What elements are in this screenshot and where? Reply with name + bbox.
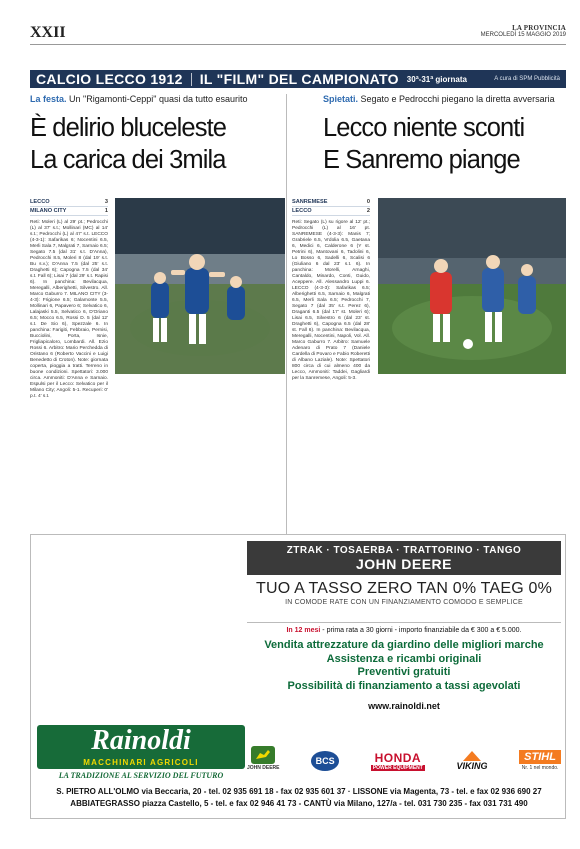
header-rule (30, 44, 566, 45)
left-photo-image (115, 198, 285, 374)
ad-offer-line: Assistenza e ricambi originali (326, 652, 482, 665)
honda-logo (371, 751, 425, 771)
banner-subtitle: IL "FILM" DEL CAMPIONATO (199, 71, 399, 87)
left-lineup-text: Reti: Moleri (L) al 29' pt.; Pedrocchi (L) al 37' s.t.; Mollinari (MC) al 14' s.t.; Pedrocchi (L) al 47' s.t. LECCO (4-3-1): Safarikas 6; Nocentini 6.5, Merli Sala 7, Malgrati 7, Sarnaio 6.5; Segato 7.5 (dal 31' s.t. D'Anna), Pedrocchi 8.5, Moleri 8 (dal 19' s.t. Bu s.v.); D'Anna 7.5 (dal 25' s.t. Draghetti 6); Capogna 7.5 (dal 34' s.t. Fall 6); Lisai 7 (dal 29' s.t. Rapisi 6). In panchina: Bevilacqua, Meregalli, Alberighetti, Silvestro. All. Marco Gaburro 7. MILANO CITY (3-4-3): Frigione 6.5; Galamonte 5.5, Mollinari 6, Papavero 6; Selvatico 6, Lalajaski 5.5, Selvatico 6, D'Oriano 6.5; Mocco 6.5, Rossi D. 5 (dal 12' s.t. De Sio 6), Spezzale 6. In panchina: Farigiti, Febbraio, Pernisi, Bucciolini, Porta, Isnie, Frigliapicaloro, Lombardi. All. Ezio Rossi 6. Arbitro: Mario Perchedda di Oristano 6 (Roberto Vaccini e Luigi Benedetto di Croton). Note: giornata coperta, pioggia a tratti. Terreno in buone condizioni. Spettatori: 3.000 circa. Ammoniti: D'Anna e Sarnaio. Espulsi per il Lecco: Selvatico per il Milano City; Angoli: 5-1. Recuperi: 0' p.t. 4' s.t. (30, 220, 108, 399)
partner-logos (247, 741, 561, 771)
section-banner (30, 70, 566, 88)
ad-installments (247, 627, 561, 634)
bcs-logo (311, 751, 339, 771)
banner-credit: A cura di SPM Pubblicità (494, 76, 560, 82)
right-home-goals: 0 (366, 199, 370, 205)
right-away-goals: 2 (366, 208, 370, 214)
left-match-photo (115, 198, 285, 374)
right-headline-line2: E Sanremo piange (323, 146, 520, 174)
right-home-team: SANREMESE (292, 199, 328, 205)
left-score-box (30, 198, 108, 400)
right-headline-line1: Lecco niente sconti (323, 114, 525, 142)
advertisement (30, 534, 566, 819)
right-kicker (323, 94, 555, 104)
ad-website-link[interactable]: www.rainoldi.net (368, 701, 440, 711)
paper-name: LA PROVINCIA (512, 24, 566, 32)
ad-rate-box (247, 579, 561, 623)
left-kicker-lead: La festa. (30, 94, 67, 104)
stihl-sub-label: Nr. 1 nel mondo. (521, 765, 559, 771)
left-away-team: MILANO CITY (30, 208, 67, 214)
left-headline-line1: È delirio bluceleste (30, 114, 227, 142)
rainoldi-logo (37, 725, 245, 769)
ad-address-line: S. PIETRO ALL'OLMO via Beccaria, 20 - tel. 02 935 691 18 - fax 02 935 601 37 · LISSONE via Magenta, 73 - tel. e fax 02 936 690 27 (56, 787, 542, 796)
honda-sub-label: POWER EQUIPMENT (372, 765, 423, 771)
john-deere-logo (247, 746, 280, 771)
masthead (481, 25, 566, 39)
left-headline-line2: La carica dei 3mila (30, 146, 226, 174)
left-score-row-home (30, 198, 108, 207)
banner-round: 30ª-31ª giornata (406, 74, 467, 84)
ad-addresses (37, 786, 561, 810)
left-kicker (30, 94, 248, 104)
rainoldi-logo-text: Rainoldi (91, 725, 191, 756)
ad-offer-line: Preventivi gratuiti (357, 666, 451, 678)
john-deere-label: JOHN DEERE (247, 765, 280, 771)
right-score-row-away (292, 207, 370, 216)
right-score-row-home (292, 198, 370, 207)
story-divider (286, 94, 287, 534)
right-kicker-text: Segato e Pedrocchi piegano la diretta avversaria (358, 94, 555, 104)
honda-label: HONDA (374, 751, 422, 765)
left-home-team: LECCO (30, 199, 50, 205)
ad-address-line: ABBIATEGRASSO piazza Castello, 5 - tel. e fax 02 946 41 73 - CANTÙ via Milano, 127/a - tel. 031 730 235 - fax 031 731 490 (70, 799, 528, 808)
stihl-logo (519, 750, 561, 771)
ad-brand-main: JOHN DEERE (355, 556, 453, 572)
right-lineup-text: Reti: Segato (L) su rigore al 12' pt.; Pedrocchi (L) al 16' pt. SANREMESE (4-3-3): Manis 7; Grabriele 6.5, Vrdolia 6.5, Gaetana 6, Medici 6, Calderone 6 (Y st. Petrini 6), Mantovani 6, Tadolini 6, Lo Bosso 6, Sadelli 6, Scalisi 6 (Giuliano 6 dal 23' s.t. 6). In panchina: Morelli, Arnaghi, Cantaldo, Minardo, Conti, Guido, Aceppere. All. Alessandro Luppi 6. LECCO (4-3-3): Safarikas 6.5; Alberighetti 6.5, Sarnaio 6, Malgrati 6.5, Merli Sala 6.5; Pedrocchi 7, Segato 7 (dal 35' s.t. Perez 6), Draganti 6.5 (dal 17' st. Moleri 6); Lisai 6.5, Silvestro 6 (dal 23' st. Draghetti 6), Capogna 6.5 (dal 28' st. Fall 6). In panchina: Bevilacqua, Meregalli, Nocentini, Napoli, Vol. All. Marco Gaburro 7. Arbitro: Samuele Adenaro di Prato 7 (Daniele Cardella di Povaro e Fabio Roberetti di Albano Laziale). Note: Spettatori 800 circa di cui almeno 400 da Lecco, Ammoniti: Taddei, Gagliardi per la Sanremese, Angoli: 5-3. (292, 220, 370, 381)
ad-offer-line: Possibilità di finanziamento a tassi agevolati (287, 679, 521, 692)
viking-mark-icon (463, 751, 481, 761)
bcs-badge: BCS (311, 751, 339, 771)
page-number: XXII (30, 24, 66, 41)
ad-tagline: LA TRADIZIONE AL SERVIZIO DEL FUTURO (58, 771, 224, 780)
ad-brands-bar (247, 541, 561, 575)
banner-title: CALCIO LECCO 1912 (36, 71, 183, 87)
rainoldi-logo-sub: MACCHINARI AGRICOLI (83, 758, 199, 767)
ad-installments-lead: In 12 mesi (286, 627, 321, 634)
stihl-label: STIHL (519, 750, 561, 764)
ad-offer-line: Vendita attrezzature da giardino delle migliori marche (264, 639, 544, 651)
right-photo-image (378, 198, 566, 374)
right-away-team: LECCO (292, 208, 312, 214)
viking-logo (457, 751, 488, 771)
left-kicker-text: Un "Rigamonti-Ceppi" quasi da tutto esaurito (66, 94, 248, 104)
page-header (30, 24, 566, 64)
left-score-row-away (30, 207, 108, 216)
ad-rate-sub: IN COMODE RATE CON UN FINANZIAMENTO COMODO E SEMPLICE (285, 599, 523, 606)
left-away-goals: 1 (104, 208, 108, 214)
deer-icon (251, 746, 275, 764)
viking-label: VIKING (456, 761, 488, 771)
ad-rate-main: TUO A TASSO ZERO TAN 0% TAEG 0% (255, 580, 553, 597)
ad-brands: ZTRAK · TOSAERBA · TRATTORINO · TANGO (286, 545, 522, 556)
right-kicker-lead: Spietati. (323, 94, 359, 104)
ad-offer (247, 639, 561, 693)
right-match-photo (378, 198, 566, 374)
left-home-goals: 3 (104, 199, 108, 205)
banner-divider (191, 73, 192, 86)
ad-installments-text: - prima rata a 30 giorni - importo finanziabile da € 300 a € 5.000. (320, 627, 522, 634)
issue-date: MERCOLEDÌ 15 MAGGIO 2019 (480, 32, 566, 38)
right-score-box (292, 198, 370, 382)
